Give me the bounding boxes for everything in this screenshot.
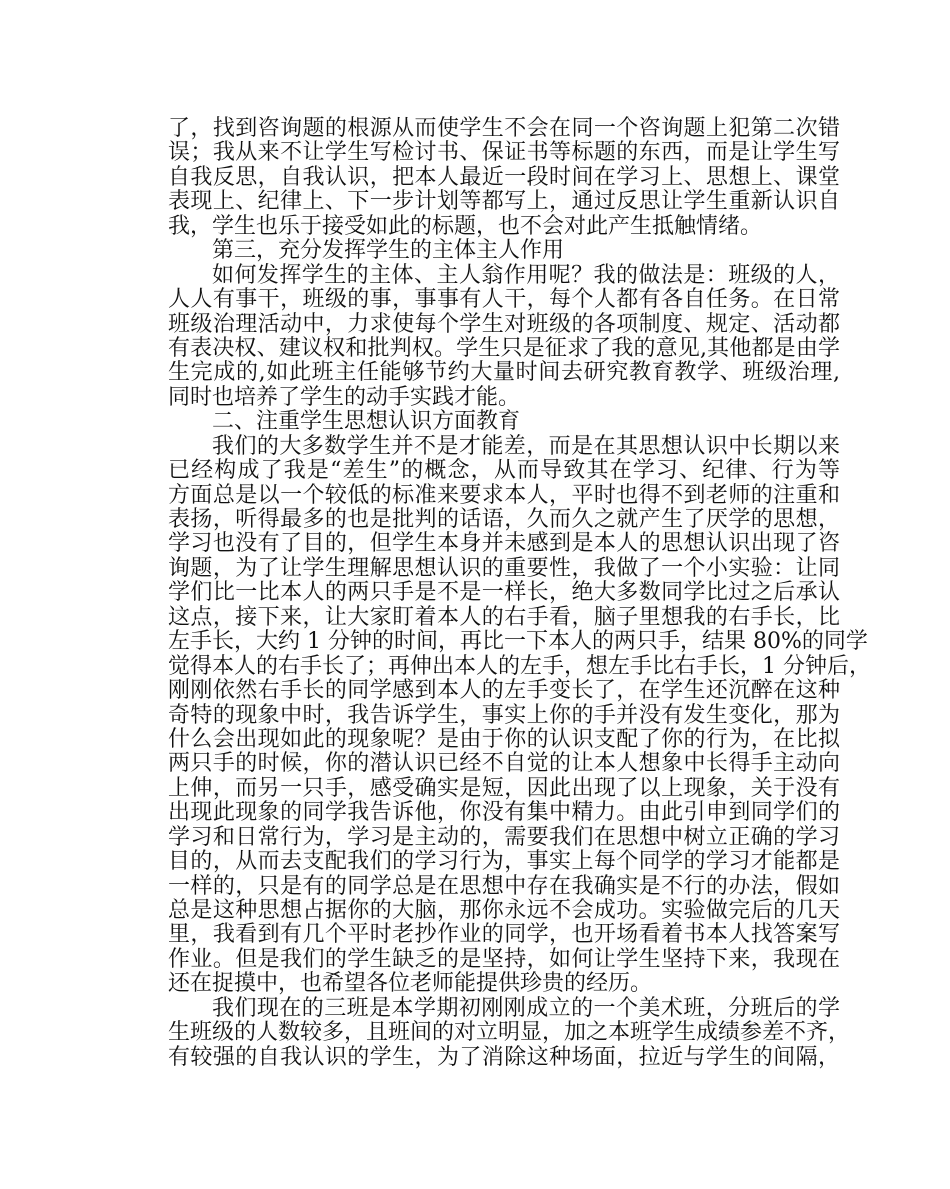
text-line: 方面总是以一个较低的标准来要求本人，平时也得不到老师的注重和 (168, 482, 840, 508)
text-line: 生完成的,如此班主任能够节约大量时间去研究教育教学、班级治理, (168, 360, 840, 386)
text-line: 上伸，而另一只手，感受确实是短，因此出现了以上现象，关于没有 (168, 775, 840, 801)
text-line: 第三，充分发挥学生的主体主人作用 (212, 238, 565, 264)
text-line: 表现上、纪律上、下一步计划等都写上，通过反思让学生重新认识自 (168, 189, 840, 215)
text-line: 两只手的时候，你的潜认识已经不自觉的让本人想象中长得手主动向 (168, 751, 840, 777)
text-line: 班级治理活动中，力求使每个学生对班级的各项制度、规定、活动都 (168, 311, 840, 337)
text-line: 学习和日常行为，学习是主动的，需要我们在思想中树立正确的学习 (168, 824, 840, 850)
text-line: 我们现在的三班是本学期初刚刚成立的一个美术班，分班后的学 (212, 995, 840, 1021)
text-line: 出现此现象的同学我告诉他，你没有集中精力。由此引申到同学们的 (168, 800, 840, 826)
text-line: 同时也培养了学生的动手实践才能。 (168, 384, 521, 410)
text-line: 这点，接下来，让大家盯着本人的右手看，脑子里想我的右手长，比 (168, 604, 840, 630)
text-line: 刚刚依然右手长的同学感到本人的左手变长了，在学生还沉醉在这种 (168, 678, 840, 704)
text-line: 已经构成了我是“差生”的概念，从而导致其在学习、纪律、行为等 (168, 458, 840, 484)
text-line: 总是这种思想占据你的大脑，那你永远不会成功。实验做完后的几天 (168, 898, 840, 923)
document-body (168, 116, 871, 1070)
text-line: 一样的，只是有的同学总是在思想中存在我确实是不行的办法，假如 (168, 873, 840, 899)
text-line: 学习也没有了目的，但学生本身并未感到是本人的思想认识出现了咨 (168, 531, 840, 557)
text-line: 奇特的现象中时，我告诉学生，事实上你的手并没有发生变化，那为 (168, 702, 840, 728)
text-line: 人人有事干，班级的事，事事有人干，每个人都有各自任务。在日常 (168, 287, 840, 313)
text-line: 什么会出现如此的现象呢？是由于你的认识支配了你的行为，在比拟 (168, 726, 840, 752)
text-line: 里，我看到有几个平时老抄作业的同学，也开场看着书本人找答案写 (168, 922, 840, 948)
text-line: 自我反思，自我认识，把本人最近一段时间在学习上、思想上、课堂 (168, 164, 840, 190)
text-line: 有较强的自我认识的学生，为了消除这种场面，拉近与学生的间隔， (168, 1044, 840, 1070)
text-line: 误；我从来不让学生写检讨书、保证书等标题的东西，而是让学生写 (168, 140, 840, 166)
text-line: 左手长，大约 1 分钟的时间，再比一下本人的两只手，结果 80%的同学 (168, 629, 868, 655)
text-line: 生班级的人数较多，且班间的对立明显，加之本班学生成绩参差不齐， (168, 1020, 851, 1046)
text-line: 作业。但是我们的学生缺乏的是坚持，如何让学生坚持下来，我现在 (168, 946, 840, 972)
text-line: 还在捉摸中，也希望各位老师能提供珍贵的经历。 (168, 971, 653, 997)
text-line: 二、注重学生思想认识方面教育 (212, 409, 521, 435)
text-line: 目的，从而去支配我们的学习行为，事实上每个同学的学习才能都是 (168, 849, 840, 875)
text-line: 询题，为了让学生理解思想认识的重要性，我做了一个小实验：让同 (168, 555, 840, 581)
text-line: 学们比一比本人的两只手是不是一样长，绝大多数同学比过之后承认 (168, 580, 840, 606)
text-line: 了，找到咨询题的根源从而使学生不会在同一个咨询题上犯第二次错 (168, 116, 840, 141)
text-line: 我们的大多数学生并不是才能差，而是在其思想认识中长期以来 (212, 433, 840, 459)
text-line: 有表决权、建议权和批判权。学生只是征求了我的意见,其他都是由学 (168, 335, 840, 361)
text-line: 如何发挥学生的主体、主人翁作用呢？我的做法是：班级的人， (212, 262, 840, 288)
text-line: 我，学生也乐于接受如此的标题，也不会对此产生抵触情绪。 (168, 213, 763, 239)
text-line: 表扬，听得最多的也是批判的话语，久而久之就产生了厌学的思想， (168, 507, 840, 532)
text-line: 觉得本人的右手长了；再伸出本人的左手，想左手比右手长，1 分钟后， (168, 653, 871, 679)
